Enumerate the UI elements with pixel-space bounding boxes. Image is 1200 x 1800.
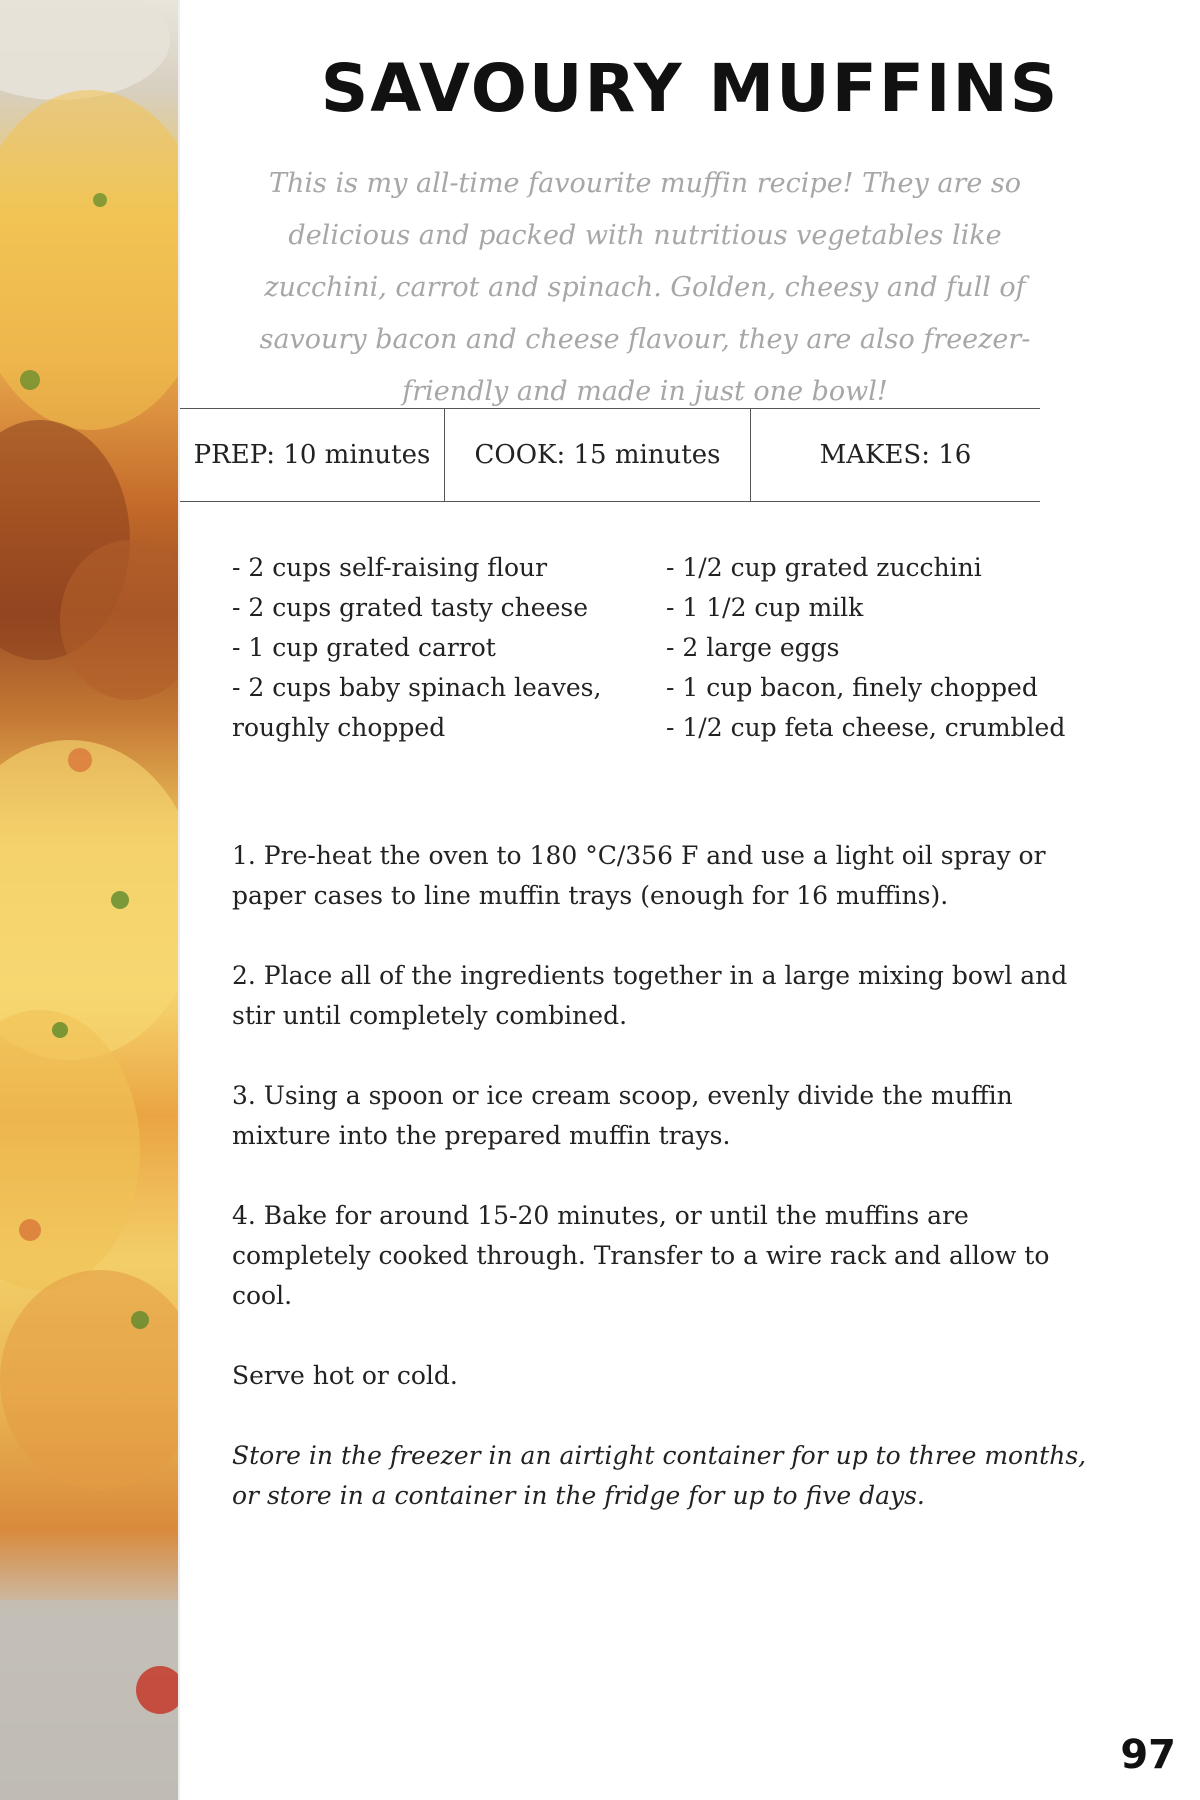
prep-time: PREP: 10 minutes: [180, 409, 445, 501]
cook-time: COOK: 15 minutes: [445, 409, 751, 501]
method-step: 2. Place all of the ingredients together in a large mixing bowl and stir until completely combined.: [232, 961, 1068, 1030]
method-step: 1. Pre-heat the oven to 180 °C/356 F and use a light oil spray or paper cases to line muffin trays (enough for 16 muffins).: [232, 841, 1046, 910]
ingredient-item: - 1 cup bacon, finely chopped: [666, 673, 1038, 702]
method-step: 3. Using a spoon or ice cream scoop, evenly divide the muffin mixture into the prepared muffin trays.: [232, 1081, 1013, 1150]
muffin-photo: [0, 0, 180, 1800]
ingredient-item: - 2 cups self-raising flour: [232, 553, 548, 582]
ingredient-item: - 1/2 cup feta cheese, crumbled: [666, 713, 1066, 742]
ingredients-list-left: [232, 548, 652, 748]
ingredient-item: - 1 1/2 cup milk: [666, 593, 864, 622]
page-edge-divider: [178, 0, 180, 1800]
ingredient-item: - 2 cups grated tasty cheese: [232, 593, 588, 622]
recipe-title: SAVOURY MUFFINS: [320, 50, 1060, 127]
serving-note: Serve hot or cold.: [232, 1361, 458, 1390]
page-number: 97: [1120, 1732, 1176, 1778]
ingredient-item: - 1 cup grated carrot: [232, 633, 496, 662]
ingredient-item: - 1/2 cup grated zucchini: [666, 553, 982, 582]
method-step: 4. Bake for around 15-20 minutes, or until the muffins are completely cooked through. Transfer to a wire rack and allow to cool.: [232, 1201, 1050, 1310]
muffin-photo-texture: [0, 0, 180, 1800]
ingredients-list-right: [666, 548, 1086, 748]
recipe-info-bar: [180, 408, 1040, 502]
ingredient-item: - 2 large eggs: [666, 633, 840, 662]
ingredient-item: - 2 cups baby spinach leaves, roughly chopped: [232, 673, 602, 742]
recipe-intro: This is my all-time favourite muffin recipe! They are so delicious and packed with nutritious vegetables like zucchini, carrot and spinach. Golden, cheesy and full of savoury bacon and cheese flavour, they are also freezer-friendly and made in just one bowl!: [259, 168, 1031, 407]
servings: MAKES: 16: [819, 440, 972, 470]
storage-note: Store in the freezer in an airtight container for up to three months, or store in a container in the fridge for up to five days.: [232, 1441, 1087, 1510]
method-section: [232, 836, 1092, 1516]
